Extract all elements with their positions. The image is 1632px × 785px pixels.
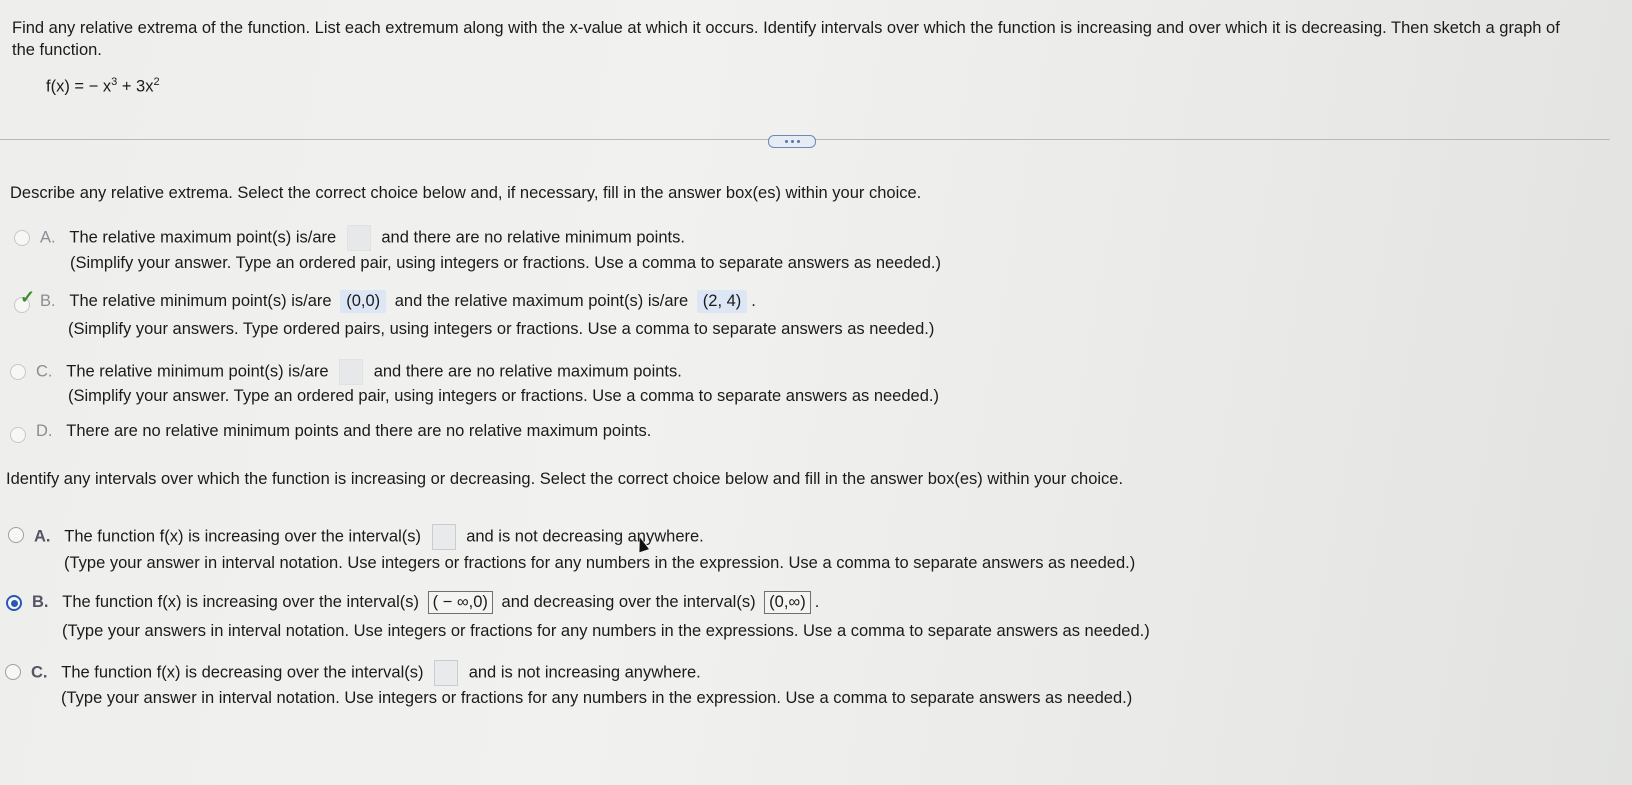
function-lhs: f(x) = − x <box>46 77 112 96</box>
extrema-option-b-pre: The relative minimum point(s) is/are <box>69 291 332 310</box>
function-expression <box>46 76 160 97</box>
intervals-option-c-post: and is not increasing anywhere. <box>468 663 701 682</box>
extrema-option-a[interactable] <box>40 225 685 251</box>
extrema-option-d[interactable] <box>36 422 651 441</box>
intervals-option-b-answer-decreasing[interactable]: (0,∞) <box>764 591 811 614</box>
extrema-option-a-answer-box[interactable] <box>347 225 371 251</box>
intervals-option-c-hint: (Type your answer in interval notation. Use integers or fractions for any numbers in the expression. Use a comma to separate answers as needed.) <box>61 689 1133 707</box>
extrema-option-b[interactable] <box>40 290 756 313</box>
extrema-option-c-post: and there are no relative maximum points. <box>373 362 682 381</box>
intervals-option-a-hint: (Type your answer in interval notation. Use integers or fractions for any numbers in the expression. Use a comma to separate answers as needed.) <box>64 554 1136 572</box>
intervals-option-b-hint: (Type your answers in interval notation. Use integers or fractions for any numbers in the expressions. Use a comma to separate answers as needed.) <box>62 622 1150 640</box>
intervals-option-a-letter: A. <box>34 527 51 546</box>
extrema-option-a-letter: A. <box>40 228 56 247</box>
extrema-option-c-radio[interactable] <box>10 364 26 380</box>
intervals-option-b-mid: and decreasing over the interval(s) <box>501 592 756 611</box>
intervals-option-a[interactable] <box>34 524 704 550</box>
extrema-question: Describe any relative extrema. Select the correct choice below and, if necessary, fill in the answer box(es) within your choice. <box>10 184 922 202</box>
function-exponent-2: 2 <box>153 76 160 88</box>
intervals-question: Identify any intervals over which the function is increasing or decreasing. Select the correct choice below and fill in the answer box(es) within your choice. <box>6 470 1124 488</box>
extrema-option-b-hint: (Simplify your answers. Type ordered pairs, using integers or fractions. Use a comma to separate answers as needed.) <box>68 320 935 338</box>
extrema-option-b-answer-min[interactable]: (0,0) <box>340 290 386 313</box>
extrema-option-c[interactable] <box>36 359 682 385</box>
extrema-option-b-post: . <box>751 291 756 310</box>
checkmark-icon: ✓ <box>20 287 36 307</box>
intervals-option-b-pre: The function f(x) is increasing over the interval(s) <box>62 592 419 611</box>
intervals-option-a-radio[interactable] <box>8 527 24 543</box>
intervals-option-b-answer-increasing[interactable]: ( − ∞,0) <box>428 591 493 614</box>
extrema-option-a-post: and there are no relative minimum points. <box>381 228 685 247</box>
extrema-option-b-answer-max[interactable]: (2, 4) <box>697 290 748 313</box>
extrema-option-d-radio[interactable] <box>10 427 26 443</box>
intervals-option-c[interactable] <box>31 660 701 686</box>
intervals-option-c-radio[interactable] <box>5 664 21 680</box>
extrema-option-c-letter: C. <box>36 362 53 381</box>
intervals-option-b-radio[interactable] <box>6 595 22 611</box>
function-exponent-3: 3 <box>111 76 118 88</box>
expand-more-button[interactable] <box>768 135 816 148</box>
intervals-option-c-answer-box[interactable] <box>434 660 458 686</box>
function-mid: + 3x <box>117 77 154 96</box>
intervals-option-c-pre: The function f(x) is decreasing over the interval(s) <box>61 663 424 682</box>
extrema-option-a-hint: (Simplify your answer. Type an ordered pair, using integers or fractions. Use a comma to separate answers as needed.) <box>70 254 941 272</box>
extrema-option-b-letter: B. <box>40 291 56 310</box>
intervals-option-a-post: and is not decreasing anywhere. <box>466 527 704 546</box>
extrema-option-d-letter: D. <box>36 422 53 440</box>
extrema-option-a-pre: The relative maximum point(s) is/are <box>69 228 337 247</box>
intervals-option-b-post: . <box>814 592 820 611</box>
extrema-option-a-radio[interactable] <box>14 230 30 246</box>
intervals-option-a-answer-box[interactable] <box>432 524 456 550</box>
intervals-option-a-pre: The function f(x) is increasing over the interval(s) <box>64 527 421 546</box>
extrema-option-d-text: There are no relative minimum points and there are no relative maximum points. <box>66 422 652 440</box>
extrema-option-c-pre: The relative minimum point(s) is/are <box>66 362 329 381</box>
intervals-option-b[interactable] <box>32 591 819 614</box>
intervals-option-c-letter: C. <box>31 663 48 682</box>
problem-prompt: Find any relative extrema of the function. List each extremum along with the x-value at which it occurs. Identify intervals over which the function is increasing and over which it is decreasing. Then sketch a graph of the function. <box>12 19 1560 59</box>
intervals-option-b-letter: B. <box>32 592 49 611</box>
extrema-option-b-mid: and the relative maximum point(s) is/are <box>394 291 689 310</box>
extrema-option-c-answer-box[interactable] <box>339 359 363 385</box>
extrema-option-c-hint: (Simplify your answer. Type an ordered pair, using integers or fractions. Use a comma to separate answers as needed.) <box>68 387 939 405</box>
